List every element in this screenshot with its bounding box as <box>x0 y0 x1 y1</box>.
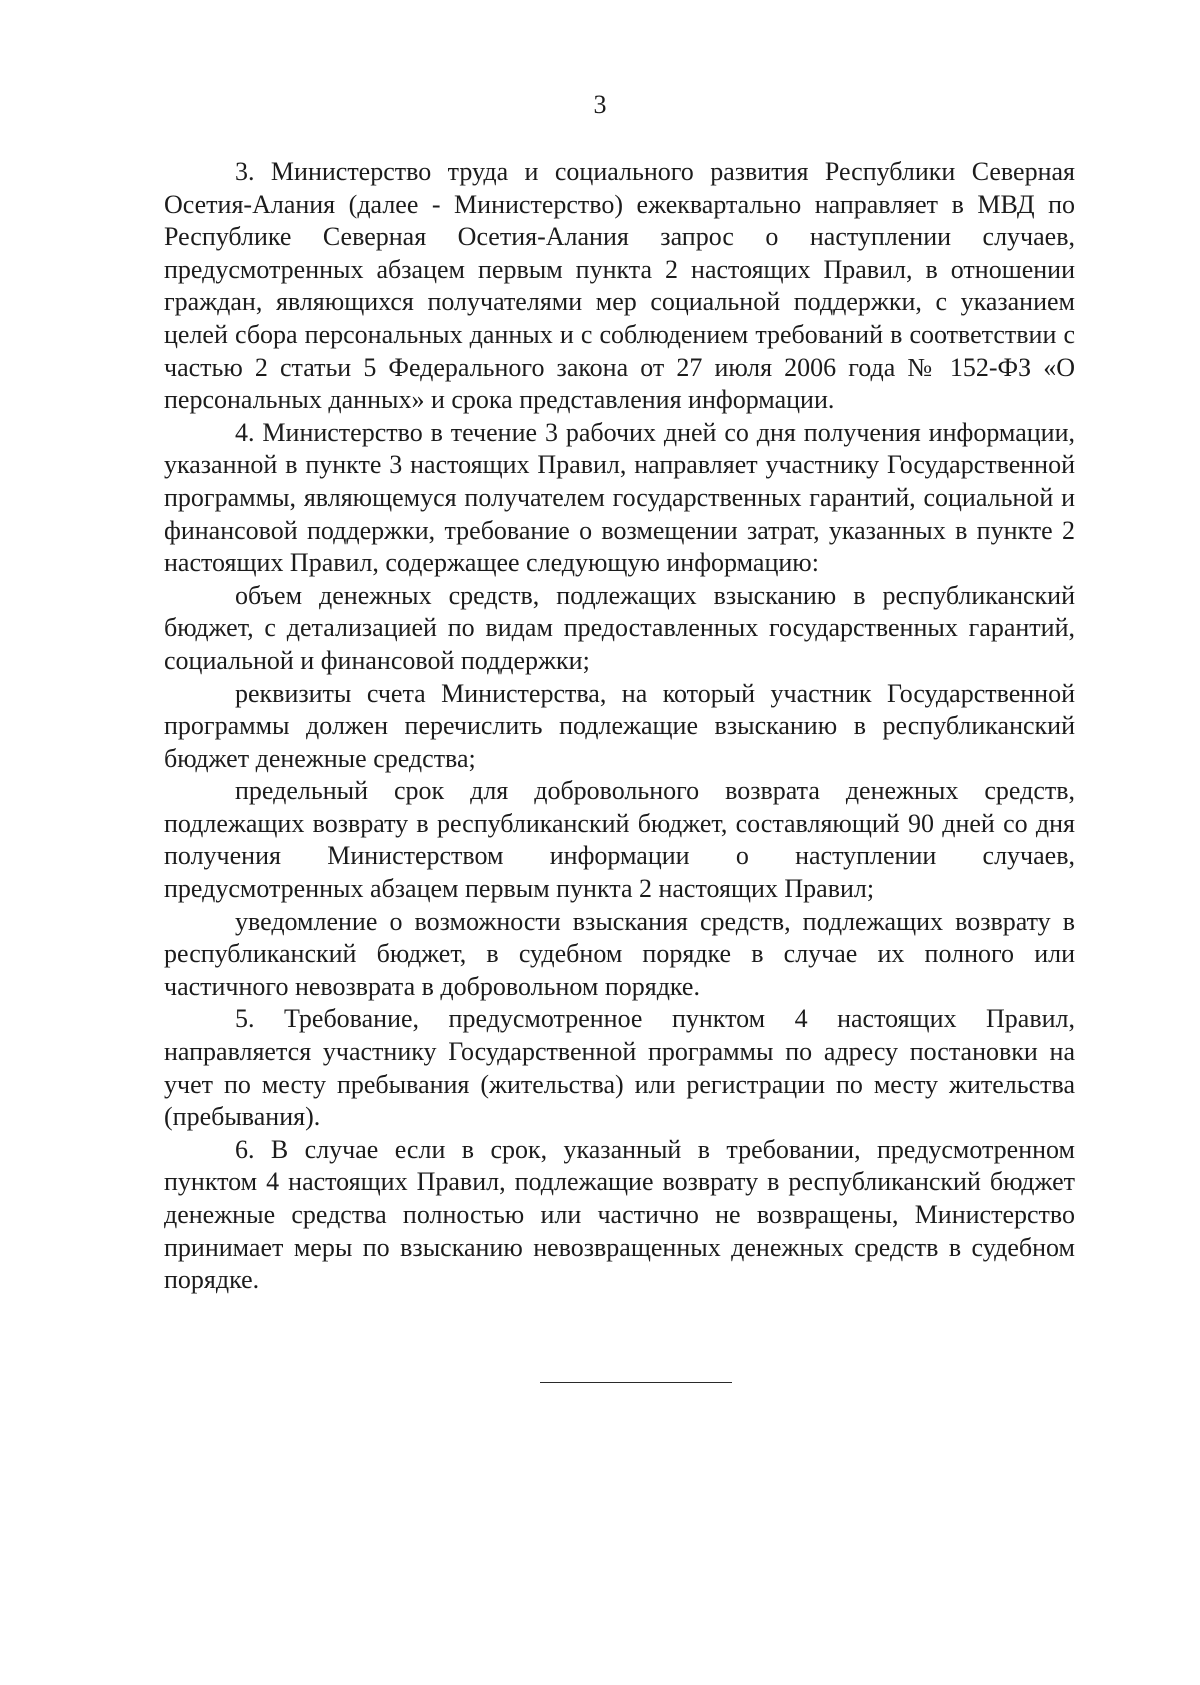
paragraph-item-4: 4. Министерство в течение 3 рабочих дней со дня получения информации, указанной в пункте 3 настоящих Правил, направляет участнику Государственной программы, являющемуся получателем государственных гарантий, социальной и финансовой поддержки, требование о возмещении затрат, указанных в пункте 2 настоящих Правил, содержащее следующую информацию: <box>164 417 1075 578</box>
paragraph-amount: объем денежных средств, подлежащих взысканию в республиканский бюджет, с детализацией по видам предоставленных государственных гарантий, социальной и финансовой поддержки; <box>164 580 1075 675</box>
paragraph-notice: уведомление о возможности взыскания средств, подлежащих возврату в республиканский бюджет, в судебном порядке в случае их полного или частичного невозврата в добровольном порядке. <box>164 906 1075 1001</box>
paragraph-item-3: 3. Министерство труда и социального развития Республики Северная Осетия-Алания (далее - Министерство) ежеквартально направляет в МВД по Республике Северная Осетия-Алания запрос о наступлении случаев, предусмотренных абзацем первым пункта 2 настоящих Правил, в отношении граждан, являющихся получателями мер социальной поддержки, с указанием целей сбора персональных данных и с соблюдением требований в соответствии с частью 2 статьи 5 Федерального закона от 27 июля 2006 года № 152-ФЗ «О персональных данных» и срока представления информации. <box>164 157 1075 415</box>
page-number: 3 <box>593 90 607 119</box>
paragraph-item-6: 6. В случае если в срок, указанный в требовании, предусмотренном пунктом 4 настоящих Правил, подлежащие возврату в республиканский бюджет денежные средства полностью или частично не возвращены, Министерство принимает меры по взысканию невозвращенных денежных средств в судебном порядке. <box>164 1134 1075 1295</box>
paragraph-account-details: реквизиты счета Министерства, на который участник Государственной программы должен перечислить подлежащие взысканию в республиканский бюджет денежные средства; <box>164 678 1075 773</box>
paragraph-deadline: предельный срок для добровольного возврата денежных средств, подлежащих возврату в республиканский бюджет, составляющий 90 дней со дня получения Министерством информации о наступлении случаев, предусмотренных абзацем первым пункта 2 настоящих Правил; <box>164 776 1075 904</box>
document-body <box>164 156 1075 1297</box>
paragraph-item-5: 5. Требование, предусмотренное пунктом 4 настоящих Правил, направляется участнику Государственной программы по адресу постановки на учет по месту пребывания (жительства) или регистрации по месту жительства (пребывания). <box>164 1004 1075 1132</box>
end-of-document-rule <box>540 1382 732 1383</box>
